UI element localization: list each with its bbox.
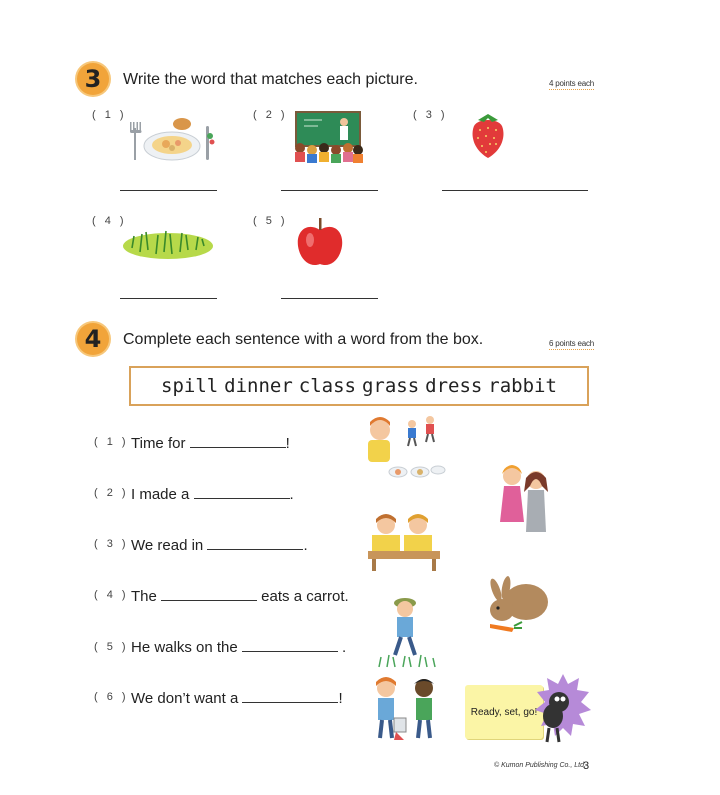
answer-blank[interactable] bbox=[194, 484, 290, 499]
copyright: © Kumon Publishing Co., Ltd. bbox=[494, 762, 586, 769]
answer-blank[interactable] bbox=[190, 433, 286, 448]
section-4-points: 6 points each bbox=[549, 339, 594, 348]
sentence-5-label: ( 5 ) bbox=[94, 641, 129, 653]
page-number: 3 bbox=[583, 760, 590, 772]
sentence-text: ! bbox=[285, 435, 290, 452]
section-4-number: 4 bbox=[77, 323, 109, 355]
item-3-answer-line[interactable] bbox=[442, 190, 588, 191]
sentence-text: We don’t want a bbox=[131, 690, 243, 707]
class-students-icon bbox=[366, 511, 442, 573]
item-3-label: ( 3 ) bbox=[413, 109, 448, 121]
answer-blank[interactable] bbox=[207, 535, 303, 550]
answer-blank[interactable] bbox=[161, 586, 257, 601]
sentence-text: The bbox=[131, 588, 162, 605]
spill-kids-icon bbox=[368, 674, 444, 746]
grass-walker-icon bbox=[377, 593, 437, 669]
word-bank-item: rabbit bbox=[488, 375, 557, 397]
item-2-label: ( 2 ) bbox=[253, 109, 288, 121]
classroom-icon bbox=[292, 110, 364, 164]
item-5-label: ( 5 ) bbox=[253, 215, 288, 227]
sentence-text: . bbox=[289, 486, 294, 503]
item-4-answer-line[interactable] bbox=[120, 298, 217, 299]
apple-icon bbox=[294, 216, 346, 270]
section-3-points: 4 points each bbox=[549, 79, 594, 88]
mascot-icon bbox=[535, 672, 591, 748]
sentence-text: He walks on the bbox=[131, 639, 242, 656]
dinner-scene-icon bbox=[362, 410, 446, 486]
sentence-1-label: ( 1 ) bbox=[94, 436, 129, 448]
sentence-text: We read in bbox=[131, 537, 208, 554]
sentence-3-label: ( 3 ) bbox=[94, 538, 129, 550]
item-1-answer-line[interactable] bbox=[120, 190, 217, 191]
grass-icon bbox=[122, 226, 214, 262]
word-bank-item: spill bbox=[161, 375, 219, 397]
sentence-text: ! bbox=[338, 690, 343, 707]
sentence-text: . bbox=[303, 537, 308, 554]
answer-blank[interactable] bbox=[242, 688, 338, 703]
sentence-2 bbox=[131, 484, 294, 503]
item-4-label: ( 4 ) bbox=[92, 215, 127, 227]
word-bank-item: dinner bbox=[224, 375, 293, 397]
sentence-1 bbox=[131, 433, 290, 452]
speech-bubble: Ready, set, go! bbox=[465, 685, 543, 739]
sentence-4-label: ( 4 ) bbox=[94, 589, 129, 601]
sentence-text: I made a bbox=[131, 486, 194, 503]
sentence-3 bbox=[131, 535, 308, 554]
strawberry-icon bbox=[466, 110, 510, 162]
item-5-answer-line[interactable] bbox=[281, 298, 378, 299]
sentence-2-label: ( 2 ) bbox=[94, 487, 129, 499]
sentence-5 bbox=[131, 637, 346, 656]
answer-blank[interactable] bbox=[242, 637, 338, 652]
sentence-6 bbox=[131, 688, 343, 707]
item-1-label: ( 1 ) bbox=[92, 109, 127, 121]
sentence-4 bbox=[131, 586, 349, 605]
section-4-title: Complete each sentence with a word from the box. bbox=[123, 331, 484, 348]
word-bank-item: dress bbox=[425, 375, 483, 397]
sentence-text: eats a carrot. bbox=[257, 588, 349, 605]
sentence-text: . bbox=[337, 639, 347, 656]
section-3-title: Write the word that matches each picture. bbox=[123, 71, 418, 88]
sentence-text: Time for bbox=[131, 435, 190, 452]
rabbit-icon bbox=[484, 572, 554, 638]
section-3-number: 3 bbox=[77, 63, 109, 95]
word-bank-item: grass bbox=[361, 375, 420, 397]
dinner-plate-icon bbox=[128, 112, 218, 164]
dress-girls-icon bbox=[494, 462, 554, 538]
word-box bbox=[129, 366, 589, 406]
item-2-answer-line[interactable] bbox=[281, 190, 378, 191]
word-bank-item: class bbox=[298, 375, 356, 397]
sentence-6-label: ( 6 ) bbox=[94, 691, 129, 703]
